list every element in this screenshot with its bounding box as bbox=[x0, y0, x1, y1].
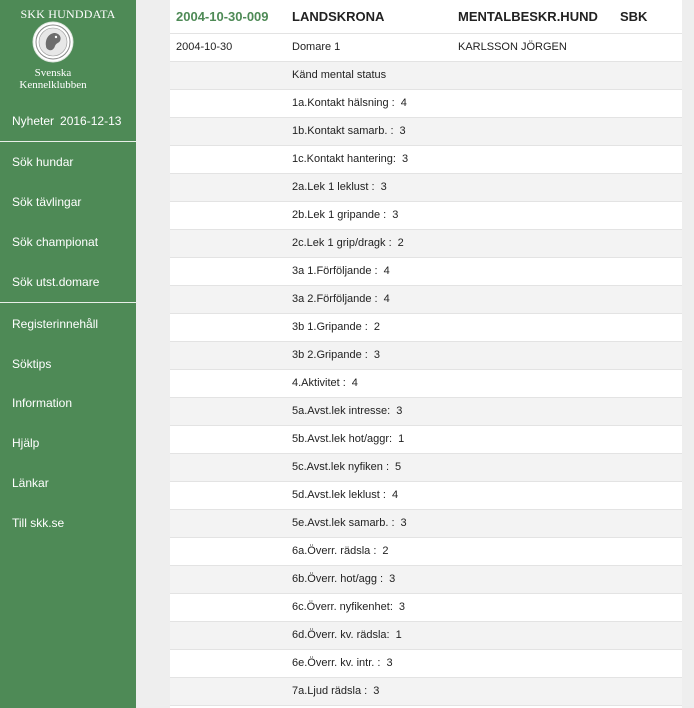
table-row bbox=[170, 174, 682, 202]
score-label: 6c.Överr. nyfikenhet: bbox=[292, 601, 393, 613]
test-id: 2004-10-30-009 bbox=[176, 9, 269, 24]
sidebar bbox=[0, 0, 136, 708]
score-value: 2 bbox=[397, 237, 404, 249]
score-cell bbox=[292, 370, 358, 397]
status-row bbox=[170, 62, 682, 90]
score-label: 2c.Lek 1 grip/dragk : bbox=[292, 237, 392, 249]
score-value: 1 bbox=[398, 433, 405, 445]
scrollbar-track[interactable] bbox=[686, 0, 694, 708]
score-label: 5e.Avst.lek samarb. : bbox=[292, 517, 395, 529]
table-header-row bbox=[170, 0, 682, 34]
score-cell bbox=[292, 566, 395, 593]
score-cell bbox=[292, 650, 393, 677]
sidebar-divider bbox=[0, 302, 136, 303]
score-cell bbox=[292, 342, 380, 369]
nav-register-content[interactable]: Registerinnehåll bbox=[12, 317, 99, 331]
score-value: 3 bbox=[386, 657, 393, 669]
score-cell bbox=[292, 482, 398, 509]
score-value: 3 bbox=[380, 181, 387, 193]
table-row bbox=[170, 118, 682, 146]
score-value: 1 bbox=[395, 629, 402, 641]
table-row bbox=[170, 202, 682, 230]
score-value: 3 bbox=[389, 573, 396, 585]
score-cell bbox=[292, 258, 390, 285]
nav-search-championships[interactable]: Sök championat bbox=[12, 235, 99, 249]
score-label: 3b 1.Gripande : bbox=[292, 321, 368, 333]
score-value: 3 bbox=[396, 405, 403, 417]
score-value: 3 bbox=[399, 125, 406, 137]
meta-row bbox=[170, 34, 682, 62]
logo-line-1: Svenska bbox=[34, 67, 72, 79]
score-value: 3 bbox=[401, 153, 409, 165]
result-table bbox=[170, 0, 682, 708]
score-label: 6d.Överr. kv. rädsla: bbox=[292, 629, 390, 641]
score-cell bbox=[292, 314, 380, 341]
score-cell bbox=[292, 118, 406, 145]
score-cell bbox=[292, 678, 379, 705]
score-label: 1b.Kontakt samarb. : bbox=[292, 125, 394, 137]
logo-line-2: Kennelklubben bbox=[19, 79, 87, 91]
logo[interactable] bbox=[0, 0, 136, 100]
table-row bbox=[170, 258, 682, 286]
table-row bbox=[170, 566, 682, 594]
score-value: 2 bbox=[382, 545, 389, 557]
score-value: 4 bbox=[391, 489, 399, 501]
score-cell bbox=[292, 174, 387, 201]
nav-search-competitions[interactable]: Sök tävlingar bbox=[12, 195, 82, 209]
nav-skk-site[interactable]: Till skk.se bbox=[12, 516, 65, 530]
nav-help[interactable]: Hjälp bbox=[12, 436, 40, 450]
score-label: 3a 1.Förföljande : bbox=[292, 265, 378, 277]
sidebar-divider bbox=[0, 141, 136, 142]
score-cell bbox=[292, 454, 401, 481]
score-cell bbox=[292, 230, 404, 257]
score-value: 4 bbox=[383, 293, 390, 305]
test-date: 2004-10-30 bbox=[176, 41, 233, 53]
nav-information[interactable]: Information bbox=[12, 396, 73, 410]
table-row bbox=[170, 230, 682, 258]
score-cell bbox=[292, 286, 390, 313]
table-row bbox=[170, 650, 682, 678]
nav-search-tips[interactable]: Söktips bbox=[12, 357, 52, 371]
score-cell bbox=[292, 90, 407, 117]
table-row bbox=[170, 426, 682, 454]
score-cell bbox=[292, 426, 404, 453]
table-row bbox=[170, 286, 682, 314]
score-cell bbox=[292, 146, 408, 173]
score-value: 4 bbox=[351, 377, 358, 389]
score-value: 2 bbox=[373, 321, 380, 333]
test-type: MENTALBESKR.HUND bbox=[458, 9, 598, 24]
score-label: 1a.Kontakt hälsning : bbox=[292, 97, 395, 109]
table-row bbox=[170, 594, 682, 622]
score-cell bbox=[292, 510, 407, 537]
news-link[interactable] bbox=[12, 114, 121, 128]
score-label: 5c.Avst.lek nyfiken : bbox=[292, 461, 390, 473]
table-row bbox=[170, 314, 682, 342]
table-row bbox=[170, 510, 682, 538]
score-cell bbox=[292, 594, 405, 621]
score-label: 5a.Avst.lek intresse: bbox=[292, 405, 391, 417]
table-row bbox=[170, 398, 682, 426]
score-label: 3a 2.Förföljande : bbox=[292, 293, 378, 305]
score-cell bbox=[292, 622, 402, 649]
logo-title: SKK HUNDDATA bbox=[20, 7, 116, 21]
score-value: 3 bbox=[373, 349, 380, 361]
score-label: 5d.Avst.lek leklust : bbox=[292, 489, 386, 501]
nav-search-dogs[interactable]: Sök hundar bbox=[12, 155, 74, 169]
table-row bbox=[170, 90, 682, 118]
score-label: 6b.Överr. hot/agg : bbox=[292, 573, 384, 585]
score-label: 1c.Kontakt hantering: bbox=[292, 153, 396, 165]
table-row bbox=[170, 370, 682, 398]
table-row bbox=[170, 622, 682, 650]
table-row bbox=[170, 146, 682, 174]
score-label: 2a.Lek 1 leklust : bbox=[292, 181, 375, 193]
score-label: 2b.Lek 1 gripande : bbox=[292, 209, 387, 221]
table-row bbox=[170, 482, 682, 510]
kennel-club-seal-icon bbox=[31, 20, 75, 66]
score-cell bbox=[292, 398, 402, 425]
test-place: LANDSKRONA bbox=[292, 9, 385, 24]
score-value: 4 bbox=[400, 97, 407, 109]
nav-search-show-judges[interactable]: Sök utst.domare bbox=[12, 275, 100, 289]
score-label: 3b 2.Gripande : bbox=[292, 349, 368, 361]
news-date: 2016-12-13 bbox=[60, 114, 122, 128]
score-label: 4.Aktivitet : bbox=[292, 377, 346, 389]
score-value: 3 bbox=[392, 209, 399, 221]
judge-name: KARLSSON JÖRGEN bbox=[458, 41, 567, 53]
score-value: 3 bbox=[373, 685, 380, 697]
score-value: 5 bbox=[395, 461, 402, 473]
score-label: 6e.Överr. kv. intr. : bbox=[292, 657, 381, 669]
table-row bbox=[170, 678, 682, 706]
table-row bbox=[170, 454, 682, 482]
table-row bbox=[170, 342, 682, 370]
score-label: 7a.Ljud rädsla : bbox=[292, 685, 368, 697]
score-label: 5b.Avst.lek hot/aggr: bbox=[292, 433, 393, 445]
score-value: 4 bbox=[383, 265, 390, 277]
main-content bbox=[136, 0, 694, 708]
nav-links[interactable]: Länkar bbox=[12, 476, 49, 490]
table-row bbox=[170, 538, 682, 566]
status-label: Känd mental status bbox=[292, 69, 387, 81]
score-value: 3 bbox=[398, 601, 406, 613]
news-label: Nyheter bbox=[12, 114, 55, 128]
test-club: SBK bbox=[620, 9, 648, 24]
judge-role: Domare 1 bbox=[292, 41, 341, 53]
score-value: 3 bbox=[400, 517, 407, 529]
score-cell bbox=[292, 202, 398, 229]
score-label: 6a.Överr. rädsla : bbox=[292, 545, 377, 557]
score-cell bbox=[292, 538, 389, 565]
